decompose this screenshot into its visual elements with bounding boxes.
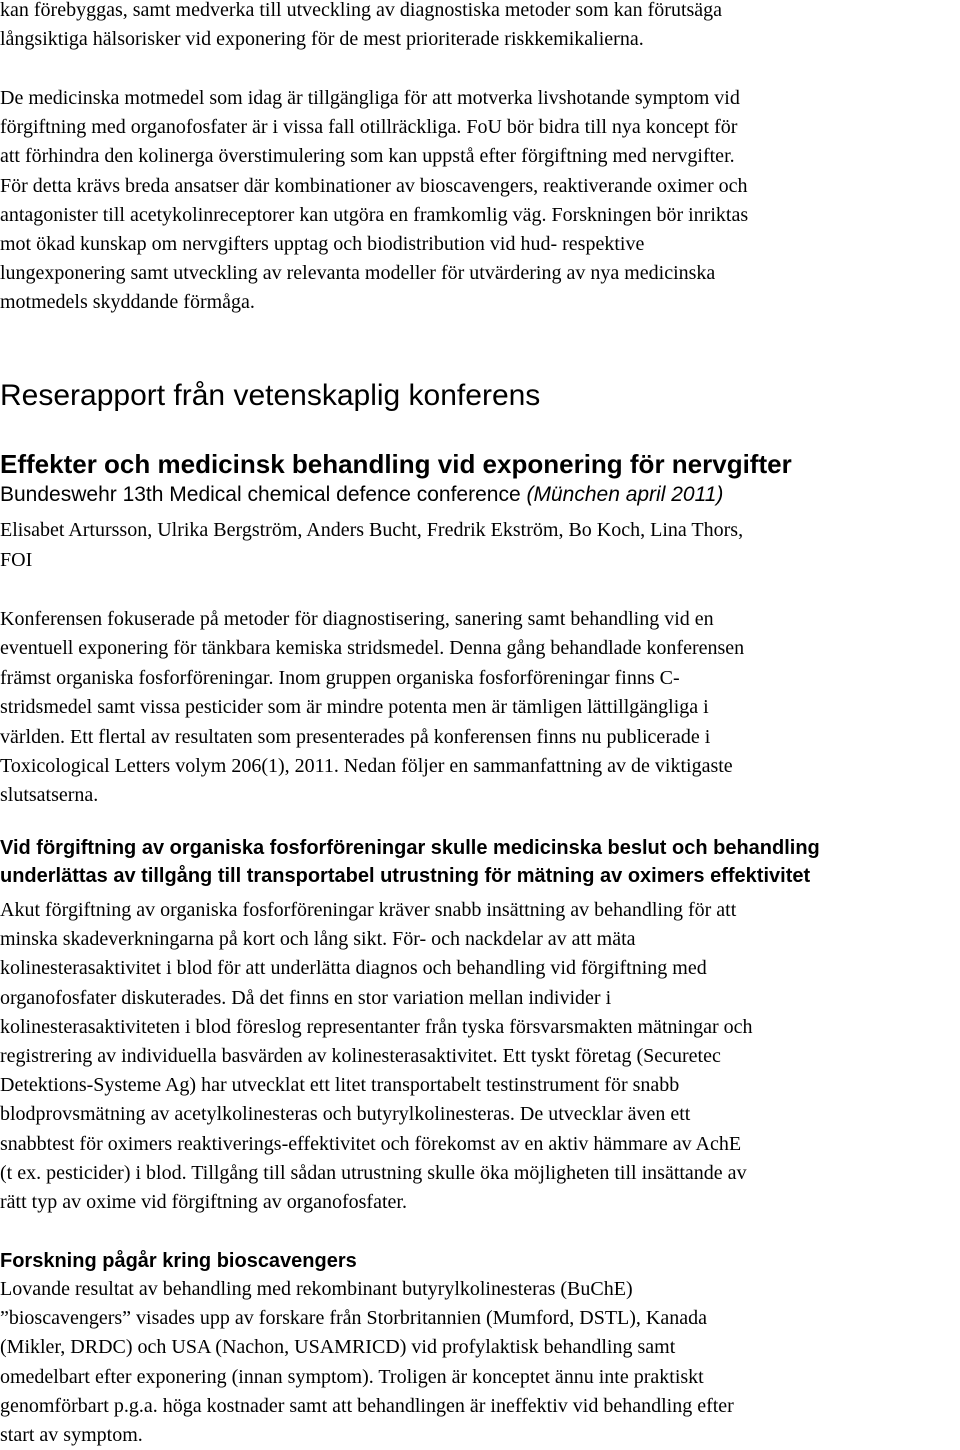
text-line: världen. Ett flertal av resultaten som presenterades på konferensen finns nu publicerade i (0, 725, 711, 748)
transport-section-heading (0, 834, 960, 890)
text-line: Detektions-Systeme Ag) har utvecklat ett litet transportabelt testinstrument för snabb (0, 1074, 680, 1097)
conference-name: Bundeswehr 13th Medical chemical defence conference (0, 483, 527, 506)
text-line: ”bioscavengers” visades upp av forskare från Storbritannien (Mumford, DSTL), Kanada (0, 1307, 707, 1330)
text-line: (t ex. pesticider) i blod. Tillgång till sådan utrustning skulle öka möjligheten till insättande av (0, 1161, 747, 1184)
text-line: För detta krävs breda ansatser där kombinationer av bioscavengers, reaktiverande oximer och (0, 174, 748, 197)
text-line: (Mikler, DRDC) och USA (Nachon, USAMRICD) vid profylaktisk behandling samt (0, 1336, 676, 1359)
text-line: kan förebyggas, samt medverka till utveckling av diagnostiska metoder som kan förutsäga (0, 0, 723, 21)
text-line: blodprovsmätning av acetylkolinesteras och butyrylkolinesteras. De utvecklar även ett (0, 1103, 691, 1126)
text-line: registrering av individuella basvärden av kolinesterasaktivitet. Ett tyskt företag (Securetec (0, 1045, 721, 1068)
conference-paragraph (0, 605, 960, 811)
conference-subtitle (0, 482, 960, 508)
text-line: långsiktiga hälsorisker vid exponering för de mest prioriterade riskkemikalierna. (0, 28, 644, 50)
text-line: start av symptom. (0, 1424, 143, 1447)
text-line: kolinesterasaktivitet i blod för att underlätta diagnos och behandling vid förgiftning med (0, 957, 707, 980)
text-line: Konferensen fokuserade på metoder för diagnostisering, sanering samt behandling vid en (0, 608, 714, 630)
transport-section-paragraph (0, 896, 960, 1217)
lead-paragraph (0, 0, 960, 54)
text-line: genomförbart p.g.a. höga kostnader samt att behandlingen är ineffektiv vid behandling efter (0, 1394, 734, 1417)
text-line: Lovande resultat av behandling med rekombinant butyrylkolinesteras (BuChE) (0, 1278, 633, 1300)
text-line: minska skadeverkningarna på kort och lång sikt. För- och nackdelar av att mäta (0, 928, 636, 951)
text-line: stridsmedel samt vissa pesticider som är mindre potenta men är tämligen lättillgängliga i (0, 696, 709, 719)
conference-title: Effekter och medicinsk behandling vid exponering för nervgifter (0, 449, 792, 479)
text-line: mot ökad kunskap om nervgifters upptag och biodistribution vid hud- respektive (0, 233, 645, 256)
countermeasures-paragraph (0, 84, 960, 318)
text-line: främst organiska fosforföreningar. Inom gruppen organiska fosforföreningar finns C- (0, 666, 680, 689)
text-line: omedelbart efter exponering (innan symptom). Troligen är konceptet ännu inte praktiskt (0, 1365, 704, 1388)
text-line: De medicinska motmedel som idag är tillgängliga för att motverka livshotande symptom vid (0, 87, 740, 109)
text-line: rätt typ av oxime vid förgiftning av organofosfater. (0, 1191, 407, 1214)
author-list (0, 515, 960, 575)
report-heading: Reserapport från vetenskaplig konferens (0, 379, 541, 412)
text-line: Toxicological Letters volym 206(1), 2011. Nedan följer en sammanfattning av de viktigaste (0, 755, 733, 778)
text-line: förgiftning med organofosfater är i vissa fall otillräckliga. FoU bör bidra till nya koncept för (0, 116, 738, 139)
heading-line: underlättas av tillgång till transportabel utrustning för mätning av oximers effektivitet (0, 865, 811, 887)
conference-date: (München april 2011) (526, 483, 724, 506)
text-line: slutsatserna. (0, 784, 99, 807)
bioscavengers-section-heading: Forskning pågår kring bioscavengers (0, 1250, 357, 1272)
text-line: kolinesterasaktiviteten i blod föreslog representanter från tyska försvarsmakten mätningar och (0, 1015, 753, 1038)
author-line: FOI (0, 549, 33, 571)
text-line: snabbtest för oximers reaktiverings-effektivitet och förekomst av en aktiv hämmare av AchE (0, 1132, 742, 1155)
text-line: Akut förgiftning av organiska fosforföreningar kräver snabb insättning av behandling för att (0, 899, 737, 921)
heading-line: Vid förgiftning av organiska fosforföreningar skulle medicinska beslut och behandling (0, 837, 820, 859)
text-line: antagonister till acetykolinreceptorer kan utgöra en framkomlig väg. Forskningen bör inriktas (0, 203, 749, 226)
text-line: organofosfater diskuterades. Då det finns en stor variation mellan individer i (0, 986, 612, 1009)
text-line: lungexponering samt utveckling av relevanta modeller för utvärdering av nya medicinska (0, 262, 716, 285)
bioscavengers-section-paragraph (0, 1275, 960, 1450)
text-line: att förhindra den kolinerga överstimulering som kan uppstå efter förgiftning med nervgifter. (0, 145, 735, 168)
text-line: motmedels skyddande förmåga. (0, 291, 255, 314)
text-line: eventuell exponering för tänkbara kemiska stridsmedel. Denna gång behandlade konferensen (0, 637, 745, 660)
author-line: Elisabet Artursson, Ulrika Bergström, Anders Bucht, Fredrik Ekström, Bo Koch, Lina Thors, (0, 519, 744, 541)
